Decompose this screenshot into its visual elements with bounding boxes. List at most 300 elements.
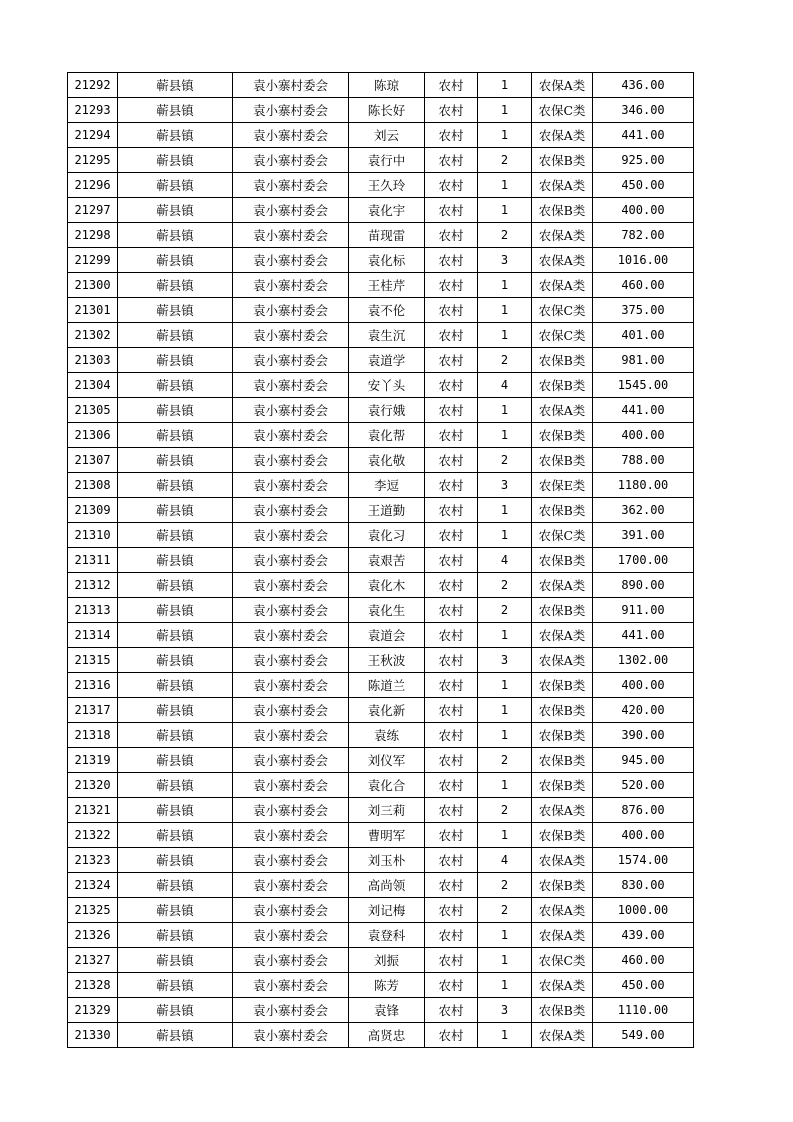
name-cell: 刘云	[349, 123, 425, 148]
village-committee-cell: 袁小寨村委会	[233, 973, 349, 998]
table-row	[68, 848, 694, 873]
area-type-cell: 农村	[425, 823, 478, 848]
village-committee-cell: 袁小寨村委会	[233, 123, 349, 148]
household-count-cell: 1	[478, 673, 532, 698]
town-cell: 蕲县镇	[118, 898, 233, 923]
insurance-category-cell: 农保B类	[532, 348, 593, 373]
table-row	[68, 323, 694, 348]
insurance-category-cell: 农保A类	[532, 898, 593, 923]
area-type-cell: 农村	[425, 298, 478, 323]
area-type-cell: 农村	[425, 898, 478, 923]
village-committee-cell: 袁小寨村委会	[233, 623, 349, 648]
area-type-cell: 农村	[425, 648, 478, 673]
record-id-cell: 21327	[68, 948, 118, 973]
name-cell: 苗现雷	[349, 223, 425, 248]
area-type-cell: 农村	[425, 98, 478, 123]
name-cell: 陈琼	[349, 73, 425, 98]
household-count-cell: 1	[478, 698, 532, 723]
town-cell: 蕲县镇	[118, 823, 233, 848]
insurance-category-cell: 农保B类	[532, 198, 593, 223]
town-cell: 蕲县镇	[118, 348, 233, 373]
name-cell: 王桂芹	[349, 273, 425, 298]
table-row	[68, 898, 694, 923]
town-cell: 蕲县镇	[118, 298, 233, 323]
insurance-category-cell: 农保C类	[532, 323, 593, 348]
area-type-cell: 农村	[425, 248, 478, 273]
name-cell: 袁化新	[349, 698, 425, 723]
area-type-cell: 农村	[425, 923, 478, 948]
amount-cell: 876.00	[593, 798, 694, 823]
town-cell: 蕲县镇	[118, 548, 233, 573]
area-type-cell: 农村	[425, 523, 478, 548]
household-count-cell: 2	[478, 348, 532, 373]
record-id-cell: 21309	[68, 498, 118, 523]
area-type-cell: 农村	[425, 148, 478, 173]
record-id-cell: 21314	[68, 623, 118, 648]
town-cell: 蕲县镇	[118, 948, 233, 973]
name-cell: 袁化木	[349, 573, 425, 598]
record-id-cell: 21329	[68, 998, 118, 1023]
amount-cell: 362.00	[593, 498, 694, 523]
insurance-category-cell: 农保B类	[532, 873, 593, 898]
name-cell: 袁行中	[349, 148, 425, 173]
insurance-category-cell: 农保B类	[532, 598, 593, 623]
amount-cell: 788.00	[593, 448, 694, 473]
area-type-cell: 农村	[425, 723, 478, 748]
record-id-cell: 21301	[68, 298, 118, 323]
amount-cell: 911.00	[593, 598, 694, 623]
village-committee-cell: 袁小寨村委会	[233, 498, 349, 523]
name-cell: 刘三莉	[349, 798, 425, 823]
town-cell: 蕲县镇	[118, 198, 233, 223]
town-cell: 蕲县镇	[118, 923, 233, 948]
village-committee-cell: 袁小寨村委会	[233, 673, 349, 698]
table-row	[68, 298, 694, 323]
name-cell: 袁化宇	[349, 198, 425, 223]
amount-cell: 450.00	[593, 173, 694, 198]
amount-cell: 436.00	[593, 73, 694, 98]
town-cell: 蕲县镇	[118, 523, 233, 548]
household-count-cell: 3	[478, 248, 532, 273]
record-id-cell: 21296	[68, 173, 118, 198]
table-row	[68, 798, 694, 823]
town-cell: 蕲县镇	[118, 623, 233, 648]
insurance-category-cell: 农保A类	[532, 573, 593, 598]
area-type-cell: 农村	[425, 673, 478, 698]
village-committee-cell: 袁小寨村委会	[233, 448, 349, 473]
town-cell: 蕲县镇	[118, 648, 233, 673]
town-cell: 蕲县镇	[118, 698, 233, 723]
insurance-category-cell: 农保A类	[532, 1023, 593, 1048]
village-committee-cell: 袁小寨村委会	[233, 948, 349, 973]
amount-cell: 400.00	[593, 198, 694, 223]
town-cell: 蕲县镇	[118, 673, 233, 698]
insurance-category-cell: 农保B类	[532, 673, 593, 698]
record-id-cell: 21295	[68, 148, 118, 173]
town-cell: 蕲县镇	[118, 123, 233, 148]
name-cell: 袁生沉	[349, 323, 425, 348]
household-count-cell: 1	[478, 98, 532, 123]
record-id-cell: 21300	[68, 273, 118, 298]
area-type-cell: 农村	[425, 398, 478, 423]
village-committee-cell: 袁小寨村委会	[233, 223, 349, 248]
table-row	[68, 773, 694, 798]
household-count-cell: 3	[478, 473, 532, 498]
household-count-cell: 1	[478, 398, 532, 423]
amount-cell: 390.00	[593, 723, 694, 748]
name-cell: 袁锋	[349, 998, 425, 1023]
household-count-cell: 2	[478, 873, 532, 898]
household-count-cell: 1	[478, 123, 532, 148]
village-committee-cell: 袁小寨村委会	[233, 848, 349, 873]
village-committee-cell: 袁小寨村委会	[233, 1023, 349, 1048]
name-cell: 袁道会	[349, 623, 425, 648]
amount-cell: 782.00	[593, 223, 694, 248]
amount-cell: 441.00	[593, 123, 694, 148]
name-cell: 高尚领	[349, 873, 425, 898]
table-row	[68, 548, 694, 573]
area-type-cell: 农村	[425, 373, 478, 398]
town-cell: 蕲县镇	[118, 998, 233, 1023]
insurance-category-cell: 农保C类	[532, 523, 593, 548]
amount-cell: 1180.00	[593, 473, 694, 498]
town-cell: 蕲县镇	[118, 73, 233, 98]
village-committee-cell: 袁小寨村委会	[233, 473, 349, 498]
name-cell: 陈芳	[349, 973, 425, 998]
town-cell: 蕲县镇	[118, 273, 233, 298]
name-cell: 袁化敬	[349, 448, 425, 473]
amount-cell: 549.00	[593, 1023, 694, 1048]
table-row	[68, 1023, 694, 1048]
village-committee-cell: 袁小寨村委会	[233, 823, 349, 848]
amount-cell: 460.00	[593, 273, 694, 298]
record-id-cell: 21310	[68, 523, 118, 548]
insurance-category-cell: 农保B类	[532, 823, 593, 848]
town-cell: 蕲县镇	[118, 748, 233, 773]
record-id-cell: 21297	[68, 198, 118, 223]
village-committee-cell: 袁小寨村委会	[233, 873, 349, 898]
household-count-cell: 1	[478, 948, 532, 973]
area-type-cell: 农村	[425, 473, 478, 498]
area-type-cell: 农村	[425, 773, 478, 798]
household-count-cell: 1	[478, 298, 532, 323]
record-id-cell: 21324	[68, 873, 118, 898]
amount-cell: 1574.00	[593, 848, 694, 873]
area-type-cell: 农村	[425, 598, 478, 623]
amount-cell: 460.00	[593, 948, 694, 973]
household-count-cell: 1	[478, 623, 532, 648]
record-id-cell: 21322	[68, 823, 118, 848]
town-cell: 蕲县镇	[118, 423, 233, 448]
village-committee-cell: 袁小寨村委会	[233, 348, 349, 373]
amount-cell: 441.00	[593, 398, 694, 423]
name-cell: 袁化合	[349, 773, 425, 798]
insurance-category-cell: 农保E类	[532, 473, 593, 498]
name-cell: 袁练	[349, 723, 425, 748]
name-cell: 陈道兰	[349, 673, 425, 698]
town-cell: 蕲县镇	[118, 723, 233, 748]
insurance-category-cell: 农保A类	[532, 398, 593, 423]
table-row	[68, 723, 694, 748]
insurance-category-cell: 农保A类	[532, 848, 593, 873]
table-row	[68, 248, 694, 273]
table-row	[68, 223, 694, 248]
town-cell: 蕲县镇	[118, 1023, 233, 1048]
record-id-cell: 21307	[68, 448, 118, 473]
insurance-category-cell: 农保A类	[532, 973, 593, 998]
area-type-cell: 农村	[425, 573, 478, 598]
record-id-cell: 21306	[68, 423, 118, 448]
household-count-cell: 1	[478, 173, 532, 198]
village-committee-cell: 袁小寨村委会	[233, 248, 349, 273]
record-id-cell: 21317	[68, 698, 118, 723]
village-committee-cell: 袁小寨村委会	[233, 373, 349, 398]
area-type-cell: 农村	[425, 848, 478, 873]
village-committee-cell: 袁小寨村委会	[233, 598, 349, 623]
amount-cell: 375.00	[593, 298, 694, 323]
name-cell: 安丫头	[349, 373, 425, 398]
household-count-cell: 2	[478, 798, 532, 823]
record-id-cell: 21294	[68, 123, 118, 148]
village-committee-cell: 袁小寨村委会	[233, 173, 349, 198]
village-committee-cell: 袁小寨村委会	[233, 398, 349, 423]
table-row	[68, 973, 694, 998]
village-committee-cell: 袁小寨村委会	[233, 698, 349, 723]
town-cell: 蕲县镇	[118, 773, 233, 798]
insurance-category-cell: 农保C类	[532, 98, 593, 123]
household-count-cell: 1	[478, 923, 532, 948]
record-id-cell: 21325	[68, 898, 118, 923]
household-count-cell: 2	[478, 748, 532, 773]
record-id-cell: 21304	[68, 373, 118, 398]
insurance-category-cell: 农保A类	[532, 73, 593, 98]
name-cell: 刘振	[349, 948, 425, 973]
village-committee-cell: 袁小寨村委会	[233, 648, 349, 673]
town-cell: 蕲县镇	[118, 973, 233, 998]
area-type-cell: 农村	[425, 623, 478, 648]
village-committee-cell: 袁小寨村委会	[233, 148, 349, 173]
amount-cell: 400.00	[593, 823, 694, 848]
village-committee-cell: 袁小寨村委会	[233, 573, 349, 598]
amount-cell: 400.00	[593, 673, 694, 698]
record-id-cell: 21311	[68, 548, 118, 573]
table-row	[68, 398, 694, 423]
town-cell: 蕲县镇	[118, 798, 233, 823]
record-id-cell: 21299	[68, 248, 118, 273]
village-committee-cell: 袁小寨村委会	[233, 298, 349, 323]
name-cell: 袁化生	[349, 598, 425, 623]
insurance-category-cell: 农保A类	[532, 648, 593, 673]
area-type-cell: 农村	[425, 548, 478, 573]
village-committee-cell: 袁小寨村委会	[233, 723, 349, 748]
name-cell: 刘记梅	[349, 898, 425, 923]
area-type-cell: 农村	[425, 998, 478, 1023]
town-cell: 蕲县镇	[118, 373, 233, 398]
name-cell: 陈长好	[349, 98, 425, 123]
name-cell: 李逗	[349, 473, 425, 498]
table-row	[68, 73, 694, 98]
amount-cell: 441.00	[593, 623, 694, 648]
name-cell: 袁化帮	[349, 423, 425, 448]
name-cell: 袁化习	[349, 523, 425, 548]
table-row	[68, 498, 694, 523]
town-cell: 蕲县镇	[118, 873, 233, 898]
household-count-cell: 2	[478, 148, 532, 173]
town-cell: 蕲县镇	[118, 498, 233, 523]
name-cell: 王久玲	[349, 173, 425, 198]
record-id-cell: 21308	[68, 473, 118, 498]
village-committee-cell: 袁小寨村委会	[233, 73, 349, 98]
village-committee-cell: 袁小寨村委会	[233, 423, 349, 448]
name-cell: 王秋波	[349, 648, 425, 673]
record-id-cell: 21328	[68, 973, 118, 998]
record-id-cell: 21298	[68, 223, 118, 248]
insurance-category-cell: 农保B类	[532, 423, 593, 448]
household-count-cell: 1	[478, 198, 532, 223]
village-committee-cell: 袁小寨村委会	[233, 98, 349, 123]
area-type-cell: 农村	[425, 698, 478, 723]
town-cell: 蕲县镇	[118, 148, 233, 173]
name-cell: 袁化标	[349, 248, 425, 273]
area-type-cell: 农村	[425, 323, 478, 348]
area-type-cell: 农村	[425, 73, 478, 98]
insurance-category-cell: 农保A类	[532, 923, 593, 948]
table-row	[68, 623, 694, 648]
town-cell: 蕲县镇	[118, 248, 233, 273]
table-row	[68, 423, 694, 448]
table-row	[68, 173, 694, 198]
name-cell: 袁不伦	[349, 298, 425, 323]
town-cell: 蕲县镇	[118, 98, 233, 123]
household-count-cell: 1	[478, 973, 532, 998]
table-row	[68, 473, 694, 498]
insurance-category-cell: 农保B类	[532, 698, 593, 723]
amount-cell: 439.00	[593, 923, 694, 948]
table-row	[68, 198, 694, 223]
table-row	[68, 573, 694, 598]
household-count-cell: 1	[478, 73, 532, 98]
insurance-category-cell: 农保C类	[532, 298, 593, 323]
record-id-cell: 21303	[68, 348, 118, 373]
insurance-category-cell: 农保B类	[532, 723, 593, 748]
insurance-category-cell: 农保B类	[532, 373, 593, 398]
amount-cell: 401.00	[593, 323, 694, 348]
record-id-cell: 21315	[68, 648, 118, 673]
village-committee-cell: 袁小寨村委会	[233, 998, 349, 1023]
village-committee-cell: 袁小寨村委会	[233, 548, 349, 573]
record-id-cell: 21320	[68, 773, 118, 798]
table-row	[68, 923, 694, 948]
town-cell: 蕲县镇	[118, 473, 233, 498]
insurance-category-cell: 农保A类	[532, 123, 593, 148]
amount-cell: 450.00	[593, 973, 694, 998]
household-count-cell: 1	[478, 323, 532, 348]
area-type-cell: 农村	[425, 273, 478, 298]
record-id-cell: 21319	[68, 748, 118, 773]
household-count-cell: 4	[478, 548, 532, 573]
insurance-category-cell: 农保B类	[532, 498, 593, 523]
household-count-cell: 1	[478, 823, 532, 848]
household-count-cell: 1	[478, 1023, 532, 1048]
area-type-cell: 农村	[425, 873, 478, 898]
amount-cell: 400.00	[593, 423, 694, 448]
household-count-cell: 3	[478, 998, 532, 1023]
insurance-category-cell: 农保A类	[532, 223, 593, 248]
insurance-category-cell: 农保B类	[532, 148, 593, 173]
area-type-cell: 农村	[425, 798, 478, 823]
table-row	[68, 998, 694, 1023]
record-id-cell: 21292	[68, 73, 118, 98]
village-committee-cell: 袁小寨村委会	[233, 898, 349, 923]
town-cell: 蕲县镇	[118, 398, 233, 423]
household-count-cell: 3	[478, 648, 532, 673]
table-body	[68, 73, 694, 1048]
area-type-cell: 农村	[425, 448, 478, 473]
area-type-cell: 农村	[425, 948, 478, 973]
insurance-category-cell: 农保B类	[532, 773, 593, 798]
table-row	[68, 448, 694, 473]
amount-cell: 1302.00	[593, 648, 694, 673]
insurance-category-cell: 农保C类	[532, 948, 593, 973]
table-row	[68, 98, 694, 123]
household-count-cell: 4	[478, 848, 532, 873]
amount-cell: 391.00	[593, 523, 694, 548]
area-type-cell: 农村	[425, 173, 478, 198]
relief-roster-table	[67, 72, 694, 1048]
name-cell: 刘玉朴	[349, 848, 425, 873]
name-cell: 袁艰苦	[349, 548, 425, 573]
household-count-cell: 1	[478, 498, 532, 523]
amount-cell: 925.00	[593, 148, 694, 173]
table-row	[68, 123, 694, 148]
area-type-cell: 农村	[425, 498, 478, 523]
area-type-cell: 农村	[425, 198, 478, 223]
town-cell: 蕲县镇	[118, 173, 233, 198]
area-type-cell: 农村	[425, 123, 478, 148]
village-committee-cell: 袁小寨村委会	[233, 798, 349, 823]
table-row	[68, 948, 694, 973]
insurance-category-cell: 农保B类	[532, 548, 593, 573]
amount-cell: 981.00	[593, 348, 694, 373]
area-type-cell: 农村	[425, 973, 478, 998]
town-cell: 蕲县镇	[118, 448, 233, 473]
town-cell: 蕲县镇	[118, 573, 233, 598]
amount-cell: 520.00	[593, 773, 694, 798]
town-cell: 蕲县镇	[118, 323, 233, 348]
table-row	[68, 273, 694, 298]
village-committee-cell: 袁小寨村委会	[233, 773, 349, 798]
amount-cell: 1016.00	[593, 248, 694, 273]
village-committee-cell: 袁小寨村委会	[233, 323, 349, 348]
record-id-cell: 21330	[68, 1023, 118, 1048]
amount-cell: 346.00	[593, 98, 694, 123]
insurance-category-cell: 农保B类	[532, 998, 593, 1023]
table-row	[68, 698, 694, 723]
record-id-cell: 21321	[68, 798, 118, 823]
amount-cell: 1700.00	[593, 548, 694, 573]
table-row	[68, 373, 694, 398]
name-cell: 曹明军	[349, 823, 425, 848]
town-cell: 蕲县镇	[118, 848, 233, 873]
name-cell: 王道勤	[349, 498, 425, 523]
insurance-category-cell: 农保A类	[532, 248, 593, 273]
amount-cell: 830.00	[593, 873, 694, 898]
table-row	[68, 823, 694, 848]
record-id-cell: 21316	[68, 673, 118, 698]
village-committee-cell: 袁小寨村委会	[233, 923, 349, 948]
record-id-cell: 21323	[68, 848, 118, 873]
village-committee-cell: 袁小寨村委会	[233, 748, 349, 773]
